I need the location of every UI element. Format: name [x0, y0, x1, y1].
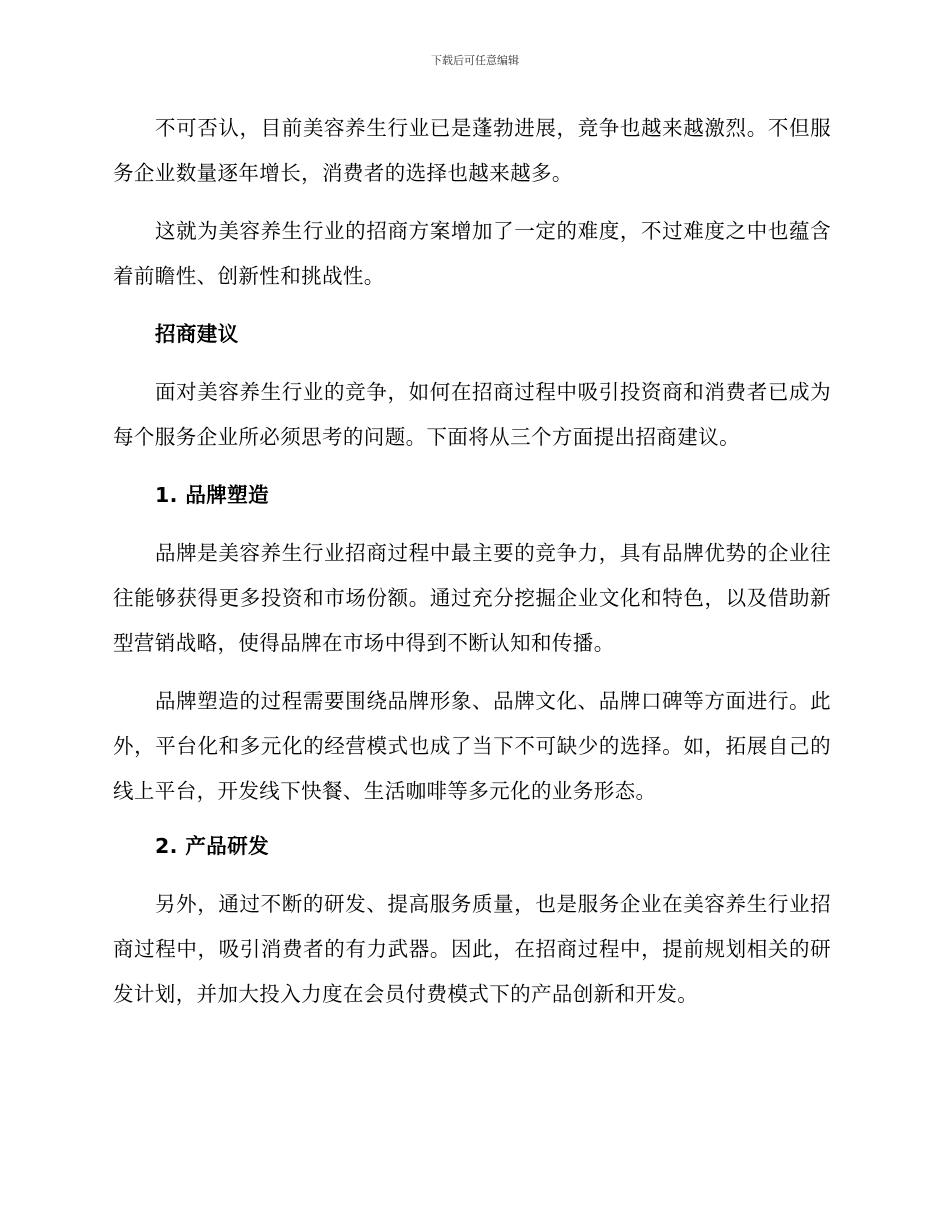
paragraph-intro: 不可否认，目前美容养生行业已是蓬勃进展，竞争也越来越激烈。不但服务企业数量逐年增长，消费者的选择也越来越多。	[113, 116, 831, 185]
subheading-product: 2. 产品研发	[155, 834, 269, 858]
paragraph-competition: 面对美容养生行业的竞争，如何在招商过程中吸引投资商和消费者已成为每个服务企业所必须思考的问题。下面将从三个方面提出招商建议。	[113, 380, 831, 449]
paragraph-difficulty: 这就为美容养生行业的招商方案增加了一定的难度，不过难度之中也蕴含着前瞻性、创新性和挑战性。	[113, 219, 831, 288]
paragraph-product: 另外，通过不断的研发、提高服务质量，也是服务企业在美容养生行业招商过程中，吸引消费者的有力武器。因此，在招商过程中，提前规划相关的研发计划，并加大投入力度在会员付费模式下的产品创新和开发。	[113, 892, 831, 1006]
subheading-brand: 1. 品牌塑造	[155, 483, 269, 507]
paragraph-brand-2: 品牌塑造的过程需要围绕品牌形象、品牌文化、品牌口碑等方面进行。此外，平台化和多元化的经营模式也成了当下不可缺少的选择。如，拓展自己的线上平台，开发线下快餐、生活咖啡等多元化的业务形态。	[113, 689, 831, 803]
paragraph-brand-1: 品牌是美容养生行业招商过程中最主要的竞争力，具有品牌优势的企业往往能够获得更多投资和市场份额。通过充分挖掘企业文化和特色，以及借助新型营销战略，使得品牌在市场中得到不断认知和传播。	[113, 541, 831, 655]
section-heading-suggestions: 招商建议	[155, 322, 239, 346]
page-header: 下载后可任意编辑	[431, 54, 519, 67]
